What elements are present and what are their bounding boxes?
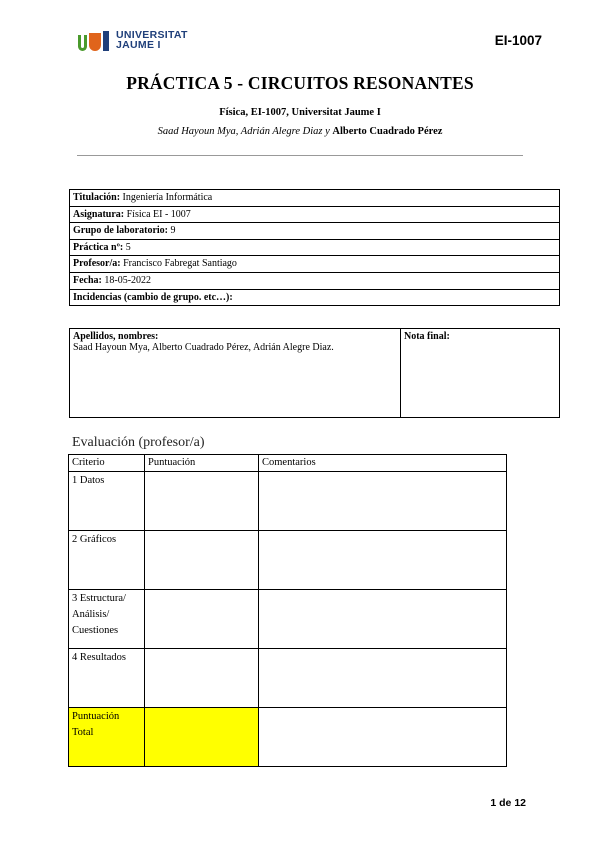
evaluation-title: Evaluación (profesor/a) xyxy=(72,435,205,450)
table-row xyxy=(69,649,507,708)
comment-cell xyxy=(259,472,507,531)
criterion-cell xyxy=(69,590,145,649)
authors-line xyxy=(0,126,600,137)
names-value: Saad Hayoun Mya, Alberto Cuadrado Pérez, Adrián Alegre Diaz. xyxy=(73,342,334,353)
comment-cell xyxy=(259,649,507,708)
header-divider xyxy=(77,155,523,156)
total-label-cell xyxy=(69,708,145,767)
total-label-line: Puntuación xyxy=(72,711,120,722)
total-score-cell xyxy=(145,708,259,767)
info-label: Profesor/a: xyxy=(73,258,121,270)
score-cell xyxy=(145,472,259,531)
total-row xyxy=(69,708,507,767)
grade-cell xyxy=(401,329,559,417)
header-comentarios: Comentarios xyxy=(259,455,507,472)
names-label: Apellidos, nombres: xyxy=(73,331,159,342)
criterion-cell: 4 Resultados xyxy=(69,649,145,708)
info-table xyxy=(69,189,560,306)
evaluation-table xyxy=(68,454,507,767)
authors-connector: y xyxy=(322,126,333,137)
page-number: 1 de 12 xyxy=(490,797,526,809)
info-row-practica xyxy=(70,240,559,257)
info-label: Titulación: xyxy=(73,192,121,203)
info-label: Asignatura: xyxy=(73,208,125,220)
header-criterio: Criterio xyxy=(69,455,145,472)
info-row-asignatura xyxy=(70,207,559,224)
table-row xyxy=(69,590,507,649)
comment-cell xyxy=(259,590,507,649)
table-header-row xyxy=(69,455,507,472)
info-row-profesor xyxy=(70,256,559,273)
document-subtitle: Física, EI-1007, Universitat Jaume I xyxy=(219,107,381,118)
info-value: 18-05-2022 xyxy=(101,274,152,286)
names-table xyxy=(69,328,560,418)
authors-bold: Alberto Cuadrado Pérez xyxy=(332,126,443,137)
info-label: Fecha: xyxy=(73,274,102,286)
info-value: Ingeniería Informática xyxy=(120,192,213,203)
authors-italic: Saad Hayoun Mya, Adrián Alegre Diaz xyxy=(157,126,323,137)
info-label: Grupo de laboratorio: xyxy=(73,225,168,237)
info-value: Francisco Fabregat Santiago xyxy=(120,258,237,270)
criterion-cell: 2 Gráficos xyxy=(69,531,145,590)
logo-line-2: JAUME I xyxy=(116,39,161,51)
logo-text xyxy=(116,30,188,50)
criterion-line: Cuestiones xyxy=(72,625,119,636)
info-row-grupo xyxy=(70,223,559,240)
info-value: Física EI - 1007 xyxy=(124,208,191,220)
info-row-incidencias xyxy=(70,290,559,306)
info-value: 9 xyxy=(168,225,176,237)
criterion-cell: 1 Datos xyxy=(69,472,145,531)
logo-line-1: UNIVERSITAT xyxy=(116,29,188,41)
course-code: EI-1007 xyxy=(494,33,542,48)
info-value: 5 xyxy=(123,241,131,253)
grade-label: Nota final: xyxy=(404,331,450,342)
criterion-line: Análisis/ xyxy=(72,609,110,620)
table-row xyxy=(69,531,507,590)
total-label-line: Total xyxy=(72,727,94,738)
info-row-fecha xyxy=(70,273,559,290)
table-row xyxy=(69,472,507,531)
info-row-titulacion xyxy=(70,190,559,207)
header-puntuacion: Puntuación xyxy=(145,455,259,472)
info-label: Incidencias (cambio de grupo. etc…): xyxy=(73,291,233,303)
uji-logo-icon xyxy=(78,29,109,51)
score-cell xyxy=(145,590,259,649)
criterion-line: 3 Estructura/ xyxy=(72,593,126,604)
info-label: Práctica nº: xyxy=(73,241,124,253)
score-cell xyxy=(145,531,259,590)
total-comment-cell xyxy=(259,708,507,767)
names-cell xyxy=(70,329,401,417)
score-cell xyxy=(145,649,259,708)
document-title: PRÁCTICA 5 - CIRCUITOS RESONANTES xyxy=(126,73,474,93)
university-logo xyxy=(78,28,188,52)
comment-cell xyxy=(259,531,507,590)
